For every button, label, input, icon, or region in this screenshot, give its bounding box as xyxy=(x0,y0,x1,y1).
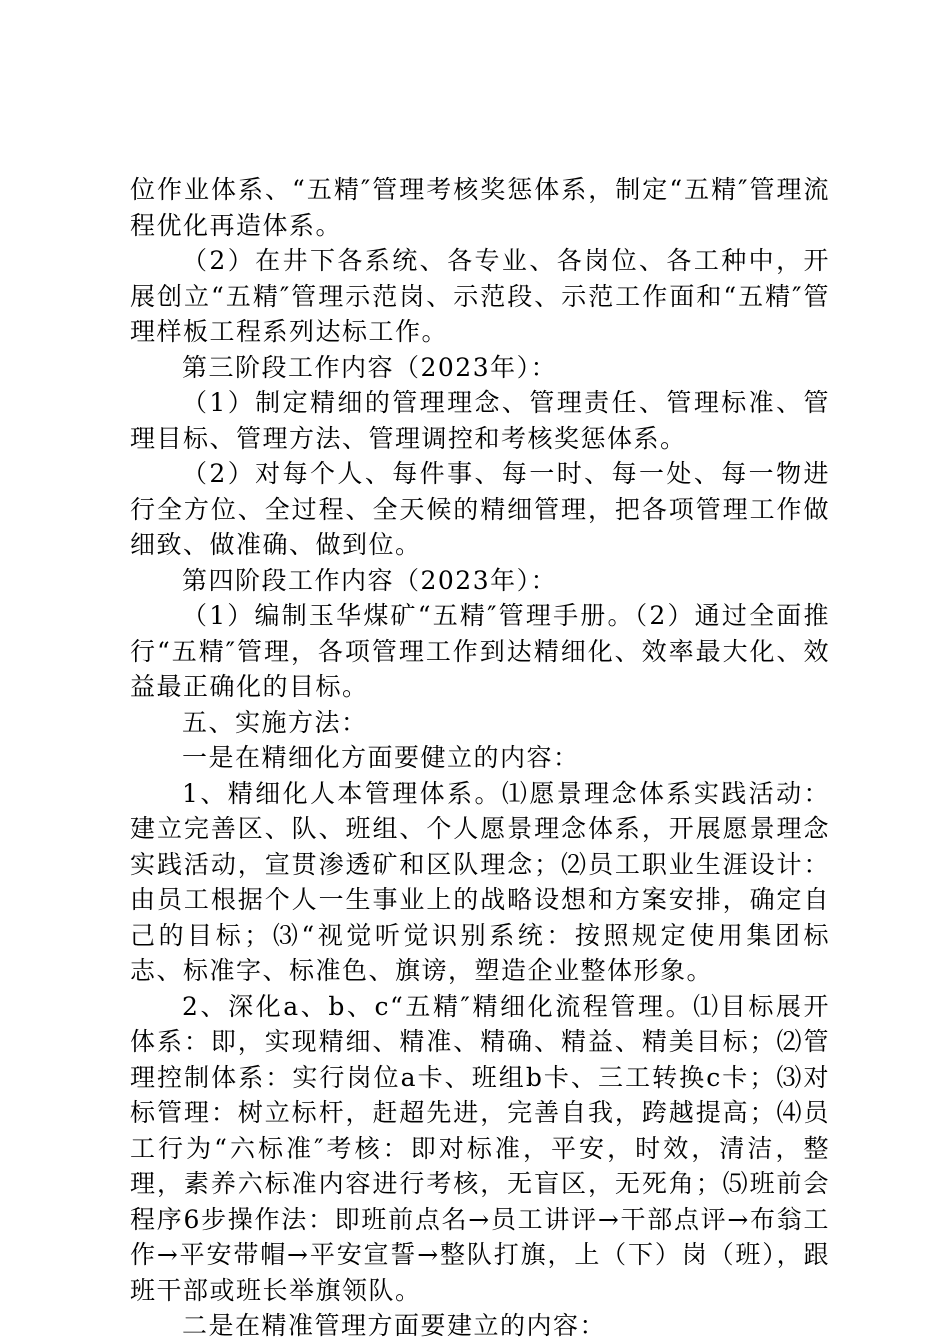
heading-stage3: 第三阶段工作内容（2023年）： xyxy=(182,352,558,382)
paragraph-continuation: 位作业体系、“五精″管理考核奖惩体系，制定“五精″管理流程优化再造体系。 xyxy=(130,175,830,240)
paragraph-stage2-item2: （2）在井下各系统、各专业、各岗位、各工种中，开展创立“五精″管理示范岗、示范段、示范工作面和“五精″管理样板工程系列达标工作。 xyxy=(130,246,830,346)
heading-implementation-methods: 五、实施方法： xyxy=(182,707,368,737)
paragraph-stage3-item2: （2）对每个人、每件事、每一时、每一处、每一物进行全方位、全过程、全天候的精细管理，把各项管理工作做细致、做准确、做到位。 xyxy=(130,459,830,559)
paragraph-stage4-items: （1）编制玉华煤矿“五精″管理手册。（2）通过全面推行“五精″管理，各项管理工作到达精细化、效率最大化、效益最正确化的目标。 xyxy=(130,601,830,701)
paragraph-refinement-item1: 1、精细化人本管理体系。⑴愿景理念体系实践活动：建立完善区、队、班组、个人愿景理念体系，开展愿景理念实践活动，宣贯渗透矿和区队理念；⑵员工职业生涯设计：由员工根据个人一生事业上的战略设想和方案安排，确定自己的目标；⑶“视觉听觉识别系统：按照规定使用集团标志、标准字、标准色、旗谤，塑造企业整体形象。 xyxy=(130,778,830,985)
heading-precision-management: 二是在精准管理方面要建立的内容： xyxy=(182,1311,607,1340)
heading-refinement: 一是在精细化方面要健立的内容： xyxy=(182,743,580,772)
document-body xyxy=(130,172,830,1344)
paragraph-refinement-item2: 2、深化a、b、c“五精″精细化流程管理。⑴目标展开体系：即，实现精细、精准、精确、精益、精美目标；⑵管理控制体系：实行岗位a卡、班组b卡、三工转换c卡；⑶对标管理：树立标杆，赶超先进，完善自我，跨越提高；⑷员工行为“六标准″考核：即对标准，平安，时效，清洁，整理，素养六标准内容进行考核，无盲区，无死角；⑸班前会程序6步操作法：即班前点名→员工讲评→干部点评→布翁工作→平安带帽→平安宣誓→整队打旗，上（下）岗（班），跟班干部或班长举旗领队。 xyxy=(130,991,830,1305)
paragraph-stage3-item1: （1）制定精细的管理理念、管理责任、管理标准、管理目标、管理方法、管理调控和考核奖惩体系。 xyxy=(130,388,830,453)
heading-stage4: 第四阶段工作内容（2023年）： xyxy=(182,565,558,595)
